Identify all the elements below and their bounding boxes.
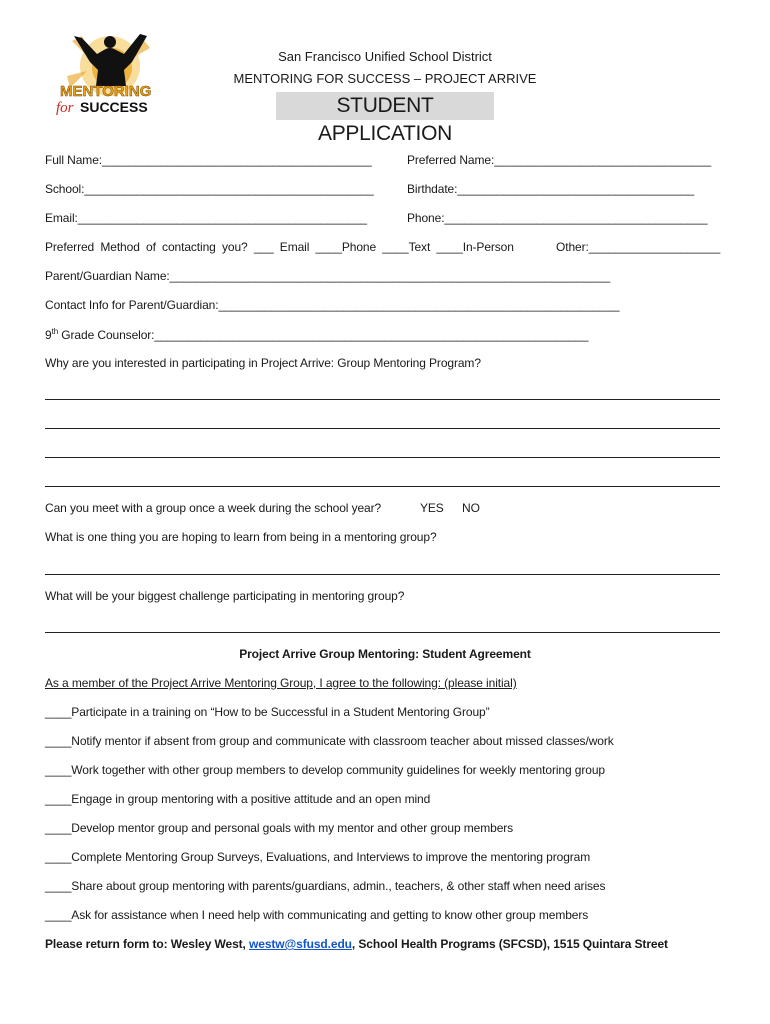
contact-method-field[interactable]: Preferred Method of contacting you? ___ Email ____Phone ____Text ____In-Person [45, 240, 514, 254]
school-field[interactable]: School:____________________________________________ [45, 182, 374, 196]
return-suffix: , School Health Programs (SFCSD), 1515 Quintara Street [351, 937, 668, 951]
counselor-field[interactable] [45, 327, 588, 342]
agreement-item[interactable]: ____Notify mentor if absent from group and communicate with classroom teacher about missed classes/work [45, 734, 614, 748]
agreement-item[interactable]: ____Engage in group mentoring with a positive attitude and an open mind [45, 792, 431, 806]
agreement-item[interactable]: ____Complete Mentoring Group Surveys, Evaluations, and Interviews to improve the mentoring program [45, 850, 591, 864]
question-interest: Why are you interested in participating in Project Arrive: Group Mentoring Program? [45, 356, 481, 370]
agreement-item[interactable]: ____Work together with other group members to develop community guidelines for weekly mentoring group [45, 763, 605, 777]
counselor-grade-suffix: th [51, 327, 59, 336]
answer-line-2[interactable] [45, 428, 720, 429]
return-prefix: Please return form to: Wesley West, [45, 937, 250, 951]
answer-line-1[interactable] [45, 399, 720, 400]
page-title: STUDENT APPLICATION [276, 92, 494, 120]
answer-line-challenge[interactable] [45, 632, 720, 633]
question-weekly-meeting: Can you meet with a group once a week during the school year? [45, 501, 382, 515]
logo-text-success: SUCCESS [80, 99, 148, 115]
answer-line-learn[interactable] [45, 574, 720, 575]
agreement-item[interactable]: ____Participate in a training on “How to be Successful in a Student Mentoring Group” [45, 705, 490, 719]
logo-text-for: for [56, 100, 74, 116]
contact-email-link[interactable]: westw@sfusd.edu [249, 937, 352, 951]
agreement-item[interactable]: ____Develop mentor group and personal goals with my mentor and other group members [45, 821, 514, 835]
other-contact-field[interactable]: Other:____________________ [556, 240, 721, 254]
no-option[interactable]: NO [462, 501, 480, 515]
counselor-grade-number: 9 [45, 328, 52, 342]
answer-line-3[interactable] [45, 457, 720, 458]
agreement-intro: As a member of the Project Arrive Mentoring Group, I agree to the following: (please initial) [45, 676, 517, 690]
question-learn: What is one thing you are hoping to learn from being in a mentoring group? [45, 530, 437, 544]
parent-contact-field[interactable]: Contact Info for Parent/Guardian:_____________________________________________________________ [45, 298, 620, 312]
logo-text-mentoring: MENTORING [60, 83, 152, 100]
question-challenge: What will be your biggest challenge participating in mentoring group? [45, 589, 405, 603]
parent-name-field[interactable]: Parent/Guardian Name:___________________________________________________________________ [45, 269, 611, 283]
yes-option[interactable]: YES [420, 501, 444, 515]
answer-line-4[interactable] [45, 486, 720, 487]
birthdate-field[interactable]: Birthdate:____________________________________ [407, 182, 695, 196]
district-name: San Francisco Unified School District [278, 49, 492, 64]
program-name: MENTORING FOR SUCCESS – PROJECT ARRIVE [233, 71, 537, 86]
preferred-name-field[interactable]: Preferred Name:_________________________________ [407, 153, 712, 167]
agreement-item[interactable]: ____Ask for assistance when I need help with communicating and getting to know other group members [45, 908, 589, 922]
email-field[interactable]: Email:____________________________________________ [45, 211, 367, 225]
agreement-item[interactable]: ____Share about group mentoring with parents/guardians, admin., teachers, & other staff when need arises [45, 879, 606, 893]
return-instructions [45, 937, 668, 951]
agreement-heading: Project Arrive Group Mentoring: Student Agreement [239, 647, 531, 661]
phone-field[interactable]: Phone:________________________________________ [407, 211, 708, 225]
counselor-label: Grade Counselor:__________________________________________________________________ [58, 328, 589, 342]
full-name-field[interactable]: Full Name:_________________________________________ [45, 153, 372, 167]
